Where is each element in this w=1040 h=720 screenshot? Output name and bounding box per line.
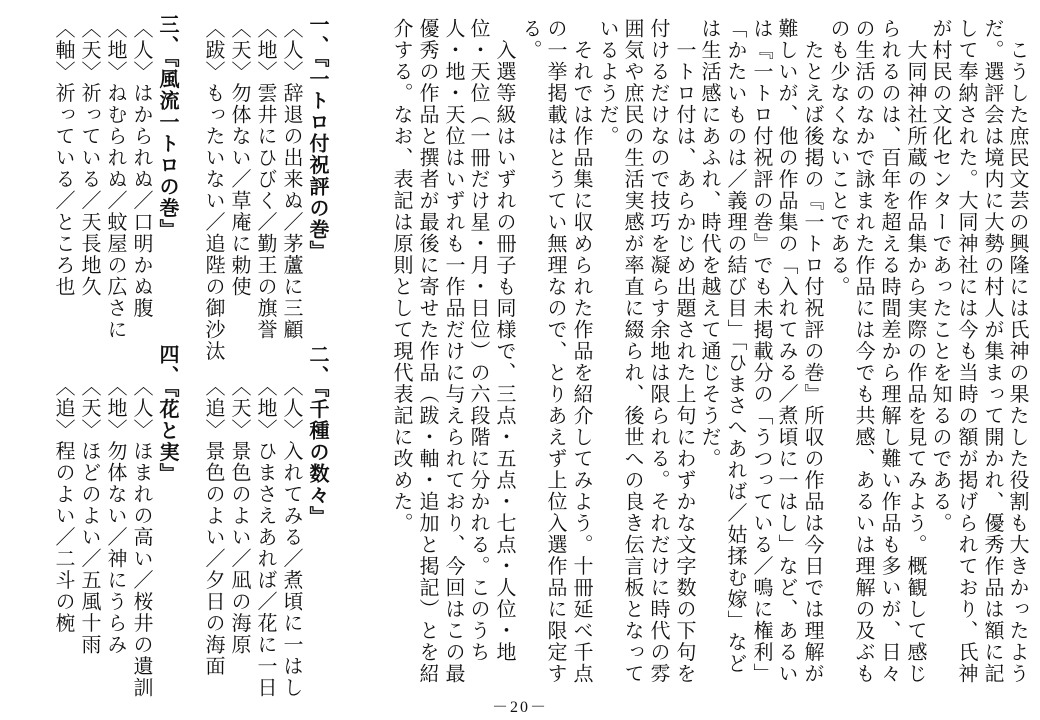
prose-line: は生活感にあふれ、時代を越えて通じそうだ。	[698, 18, 722, 470]
prose-line: 難しいが、他の作品集の「入れてみる／煮頃に一はし」など、あるい	[775, 18, 799, 685]
prose-line: られるのは、百年を超える時間差から理解し難い作品も多いが、日々	[878, 18, 902, 685]
page-number: －20－	[491, 699, 548, 716]
prose-line: たとえば後掲の『一トロ付祝評の巻』所収の作品は今日では理解が	[801, 18, 825, 685]
section-line: 〈地〉ひまさえあれば／花に一日	[254, 376, 278, 699]
section-line: 〈追〉程のよい／二斗の椀	[52, 376, 76, 634]
section-line: 〈人〉入れてみる／煮頃に一はし	[280, 376, 304, 699]
section-line: 〈人〉ほまれの高い／桜井の遺訓	[130, 376, 154, 699]
section-line: 〈軸〉祈っている／ところ也	[52, 18, 76, 298]
prose-line: の一挙掲載はとうてい無理なので、とりあえず上位入選作品に限定す	[544, 18, 568, 685]
prose-line: 優秀の作品と撰者が最後に寄せた作品（跋・軸・追加と掲記）とを紹	[416, 18, 440, 685]
prose-line: が村民の文化センターであったことを知るのである。	[929, 18, 953, 534]
section-title: 一、『一トロ付祝評の巻』	[306, 14, 330, 262]
section-line: 〈天〉ほどのよい／五風十雨	[78, 376, 102, 656]
prose-line: 大同神社所蔵の作品集から実際の作品を見てみよう。概観して感じ	[904, 18, 928, 685]
prose-line: 付けるだけなので技巧を凝らす余地は限られる。それだけに時代の雰	[647, 18, 671, 685]
section-line: 〈地〉勿体ない／神にうらみ	[104, 376, 128, 656]
prose-line: る。	[519, 18, 543, 61]
prose-line: の生活のなかで詠まれた作品には今でも共感、あるいは理解の及ぶも	[852, 18, 876, 685]
section-line: 〈追〉景色のよい／夕日の海面	[202, 376, 226, 677]
prose-line: 一トロ付は、あらかじめ出題された上句にわずかな文字数の下句を	[673, 18, 697, 685]
prose-line: 位・天位（一冊だけ星・月・日位）の六段階に分かれる。このうち	[467, 18, 491, 663]
section-line: 〈人〉辞退の出来ぬ／茅蘆に三顧	[280, 18, 304, 341]
prose-line: 介する。なお、表記は原則として現代表記に改めた。	[390, 18, 414, 534]
prose-line: 囲気や庶民の生活実感が率直に綴られ、後世への良き伝言板となって	[621, 18, 645, 685]
prose-line: 入選等級はいずれの冊子も同様で、三点・五点・七点・人位・地	[493, 18, 517, 663]
section-line: 〈地〉雲井にひびく／勤王の旗誉	[254, 18, 278, 341]
prose-line: して奉納された。大同神社には今も当時の額が掲げられており、氏神	[955, 18, 979, 685]
prose-line: だ。選評会は境内に大勢の村人が集まって開かれ、優秀作品は額に記	[981, 18, 1005, 685]
section-line: 〈天〉勿体ない／草庵に勅使	[228, 18, 252, 298]
section-line: 〈人〉はかられぬ／口明かぬ腹	[130, 18, 154, 319]
prose-line: は『一トロ付祝評の巻』でも未掲載分の「うつっている／鳴に権利」	[750, 18, 774, 685]
prose-line: いるようだ。	[596, 18, 620, 147]
prose-line: こうした庶民文芸の興隆には氏神の果たした役割も大きかったよう	[1006, 18, 1030, 685]
section-line: 〈地〉ねむられぬ／蚊屋の広さに	[104, 18, 128, 341]
prose-line: のも少なくないことである。	[827, 18, 851, 298]
section-title: 三、『風流一トロの巻』	[156, 14, 180, 241]
section-line: 〈跋〉もったいない／追陛の御沙汰	[202, 18, 226, 362]
section-line: 〈天〉祈っている／天長地久	[78, 18, 102, 298]
prose-line: 人・地・天位はいずれも一作品だけに与えられており、今回はこの最	[442, 18, 466, 685]
section-title: 四、『花と実』	[156, 344, 180, 485]
prose-line: 「かたいものは／義理の結び目」「ひまさへあれば／姑揉む嫁」など	[724, 18, 748, 675]
prose-line: それでは作品集に収められた作品を紹介してみよう。十冊延べ千点	[570, 18, 594, 685]
section-title: 二、『千種の数々』	[306, 344, 330, 528]
section-line: 〈天〉景色のよい／凪の海原	[228, 376, 252, 656]
